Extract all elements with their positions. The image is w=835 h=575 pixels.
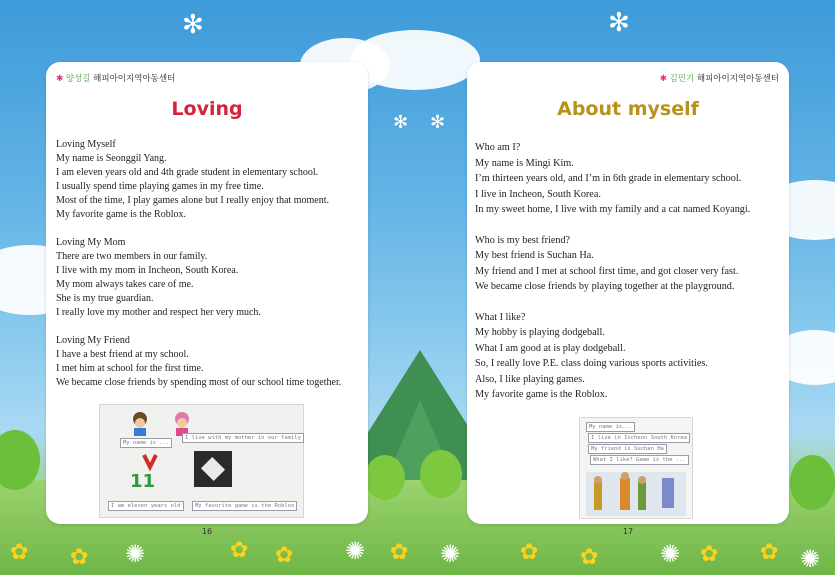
flower-icon: ✿ [230,538,249,563]
text-line: My hobby is playing dodgeball. [475,327,605,338]
flower-icon: ✿ [520,540,539,565]
flower-icon: ✿ [760,540,779,565]
star-icon: ✱ [56,74,64,84]
text-line: I live in Incheon, South Korea. [475,188,601,200]
flower-icon: ✿ [700,542,719,567]
tree [790,455,835,510]
text-line: I usually spend time playing games in my free time. [56,181,264,192]
text-line: I’m thirteen years old, and I’m in 6th grade in elementary school. [475,173,742,184]
dandelion-seed-icon: ✻ [393,112,409,133]
text-line: My favorite game is the Roblox. [56,209,186,220]
dandelion-icon: ✺ [440,540,461,568]
text-line: Loving Myself [56,139,116,150]
tree [365,455,405,500]
drawing-number: 11 [130,471,156,492]
text-line: What I am good at is play dodgeball. [475,342,626,354]
text-line: My best friend is Suchan Ha. [475,250,594,261]
tree [420,450,462,498]
text-line: Who is my best friend? [475,234,571,246]
left-page [46,62,368,536]
drawing-label: I live with my mother in our family [182,433,304,443]
text-line: She is my true guardian. [56,293,154,304]
text-line: I live with my mom in Incheon, South Korea. [56,265,239,276]
text-line: Also, I like playing games. [475,373,585,385]
text-line: I have a best friend at my school. [56,349,189,360]
drawing-label: My favorite game is the Roblox [192,501,297,511]
drawing-label: I live in Incheon South Korea [588,433,690,443]
center-name: 해피아이지역아동센터 [93,74,176,84]
text-line: My favorite game is the Roblox. [475,389,608,400]
text-line: I am eleven years old and 4th grade student in elementary school. [56,167,319,178]
dandelion-icon: ✺ [125,540,146,568]
text-line: Loving My Friend [56,335,130,346]
dandelion-seed-icon: ✻ [608,8,630,38]
essay-body [56,138,360,404]
paragraph [475,140,781,218]
text-line: We became close friends by spending most of our school time together. [56,377,342,388]
text-line: I really love my mother and respect her very much. [56,307,261,318]
center-name: 해피아이지역아동센터 [696,74,779,84]
essay-body [475,140,781,418]
drawing-label: What I like? Game is the ... [590,455,689,465]
dandelion-icon: ✺ [660,540,681,568]
text-line: My name is Seonggil Yang. [56,153,167,164]
page-title: About myself [557,98,699,120]
paragraph [56,334,360,390]
star-icon: ✱ [659,74,667,84]
child-drawing [99,404,304,518]
page-title: Loving [171,98,243,120]
drawing-label: My name is ... [120,438,172,448]
paragraph [475,310,781,403]
drawing-label: My friend is Suchan Ha [588,444,667,454]
dandelion-seed-icon: ✻ [182,10,204,40]
author-name: 양성길 [65,74,91,84]
paragraph [475,233,781,295]
text-line: My mom always takes care of me. [56,279,194,290]
dandelion-seed-icon: ✻ [430,112,446,133]
right-page-header [660,72,779,84]
text-line: Most of the time, I play games alone but I really enjoy that moment. [56,195,329,206]
flower-icon: ✿ [275,543,294,568]
page-number: 17 [622,527,634,536]
flower-icon: ✿ [70,545,89,570]
child-drawing [579,417,693,519]
text-line: We became close friends by playing together at the playground. [475,281,735,292]
flower-icon: ✿ [10,540,29,565]
flower-icon: ✿ [580,545,599,570]
paragraph [56,236,360,320]
page-number: 16 [201,527,213,536]
text-line: There are two members in our family. [56,251,208,262]
drawing-illustration [580,468,692,518]
text-line: I met him at school for the first time. [56,363,204,374]
drawing-label: I am eleven years old [108,501,184,511]
text-line: Who am I? [475,142,521,153]
author-name: 김민기 [669,74,695,84]
text-line: So, I really love P.E. class doing various sports activities. [475,358,708,369]
flower-icon: ✿ [390,540,409,565]
text-line: My name is Mingi Kim. [475,157,574,169]
right-page [467,62,789,536]
cloud [350,30,480,90]
text-line: In my sweet home, I live with my family and a cat named Koyangi. [475,204,751,215]
text-line: My friend and I met at school first time, and got closer very fast. [475,265,739,277]
dandelion-icon: ✺ [800,545,821,573]
dandelion-icon: ✺ [345,537,366,565]
text-line: Loving My Mom [56,237,126,248]
left-page-header [56,72,175,84]
text-line: What I like? [475,311,526,323]
drawing-label: My name is... [586,422,635,432]
paragraph [56,138,360,222]
